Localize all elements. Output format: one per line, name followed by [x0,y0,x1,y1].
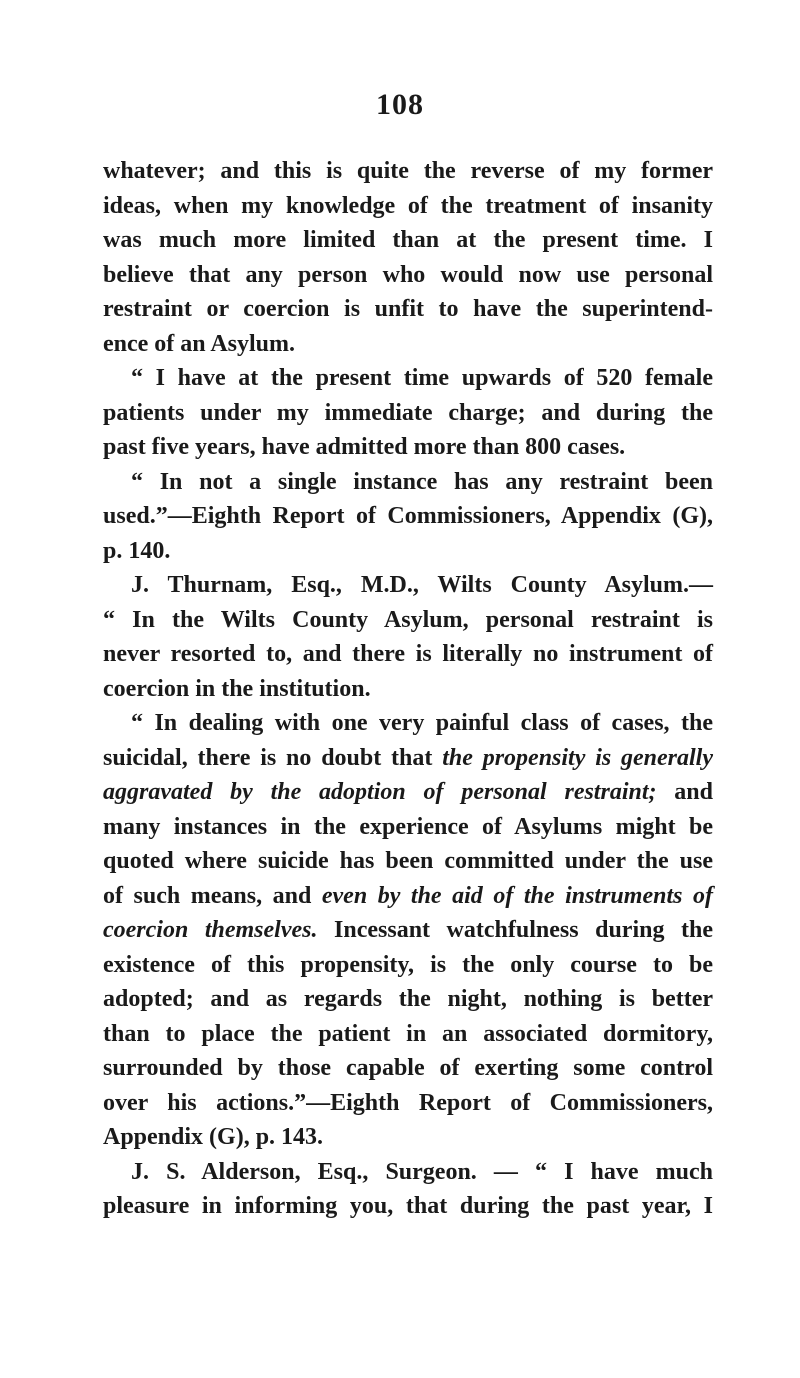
text-line: Appendix (G), p. 143. [103,1124,324,1150]
text-line: aggravated by the adoption of personal restraint; and [103,779,713,805]
text-line: over his actions.”—Eighth Report of Commissioners, [103,1089,713,1116]
body-text [103,154,713,1224]
text-line: of such means, and even by the aid of the instruments of [103,882,713,909]
text-line: than to place the patient in an associated dormitory, [103,1020,713,1047]
italic-text: even by the aid of the instruments of [321,882,713,909]
text-line: was much more limited than at the present time. I [103,227,713,253]
text-line: pleasure in informing you, that during the past year, I [103,1193,713,1219]
text-line: patients under my immediate charge; and during the [103,399,713,426]
text-line: past five years, have admitted more than 800 cases. [103,434,626,460]
text-line: “ In the Wilts County Asylum, personal restraint is [103,606,713,633]
text-line: used.”—Eighth Report of Commissioners, Appendix (G), [103,503,713,529]
text-line: coercion themselves. Incessant watchfulness during the [103,917,713,943]
text-line: surrounded by those capable of exerting some control [103,1055,713,1081]
italic-text: coercion themselves. [103,917,318,943]
text-line: J. S. Alderson, Esq., Surgeon. — “ I have much [131,1158,713,1185]
text-line: existence of this propensity, is the only course to be [103,951,713,978]
text-line: whatever; and this is quite the reverse of my former [103,158,713,184]
text-line: “ I have at the present time upwards of 520 female [131,365,713,391]
text-line: many instances in the experience of Asylums might be [103,813,713,840]
italic-text: the propensity is generally [442,744,714,771]
text-line: quoted where suicide has been committed under the use [103,848,713,874]
text-line: ence of an Asylum. [103,330,295,357]
text-line: ideas, when my knowledge of the treatment of insanity [103,192,713,219]
text-line: adopted; and as regards the night, nothing is better [103,986,713,1012]
page-number: 108 [376,88,424,121]
text-line: believe that any person who would now use personal [103,261,713,288]
text-line: suicidal, there is no doubt that the propensity is generally [103,744,714,771]
italic-text: aggravated by the adoption of personal restraint; [103,779,657,805]
text-line: p. 140. [103,537,171,564]
text-line: never resorted to, and there is literally no instrument of [103,641,713,667]
text-line: “ In not a single instance has any restraint been [131,468,713,495]
text-line: coercion in the institution. [103,675,371,702]
text-line: “ In dealing with one very painful class of cases, the [131,710,713,736]
text-line: J. Thurnam, Esq., M.D., Wilts County Asylum.— [131,572,713,598]
text-line: restraint or coercion is unfit to have the superintend- [103,296,713,322]
